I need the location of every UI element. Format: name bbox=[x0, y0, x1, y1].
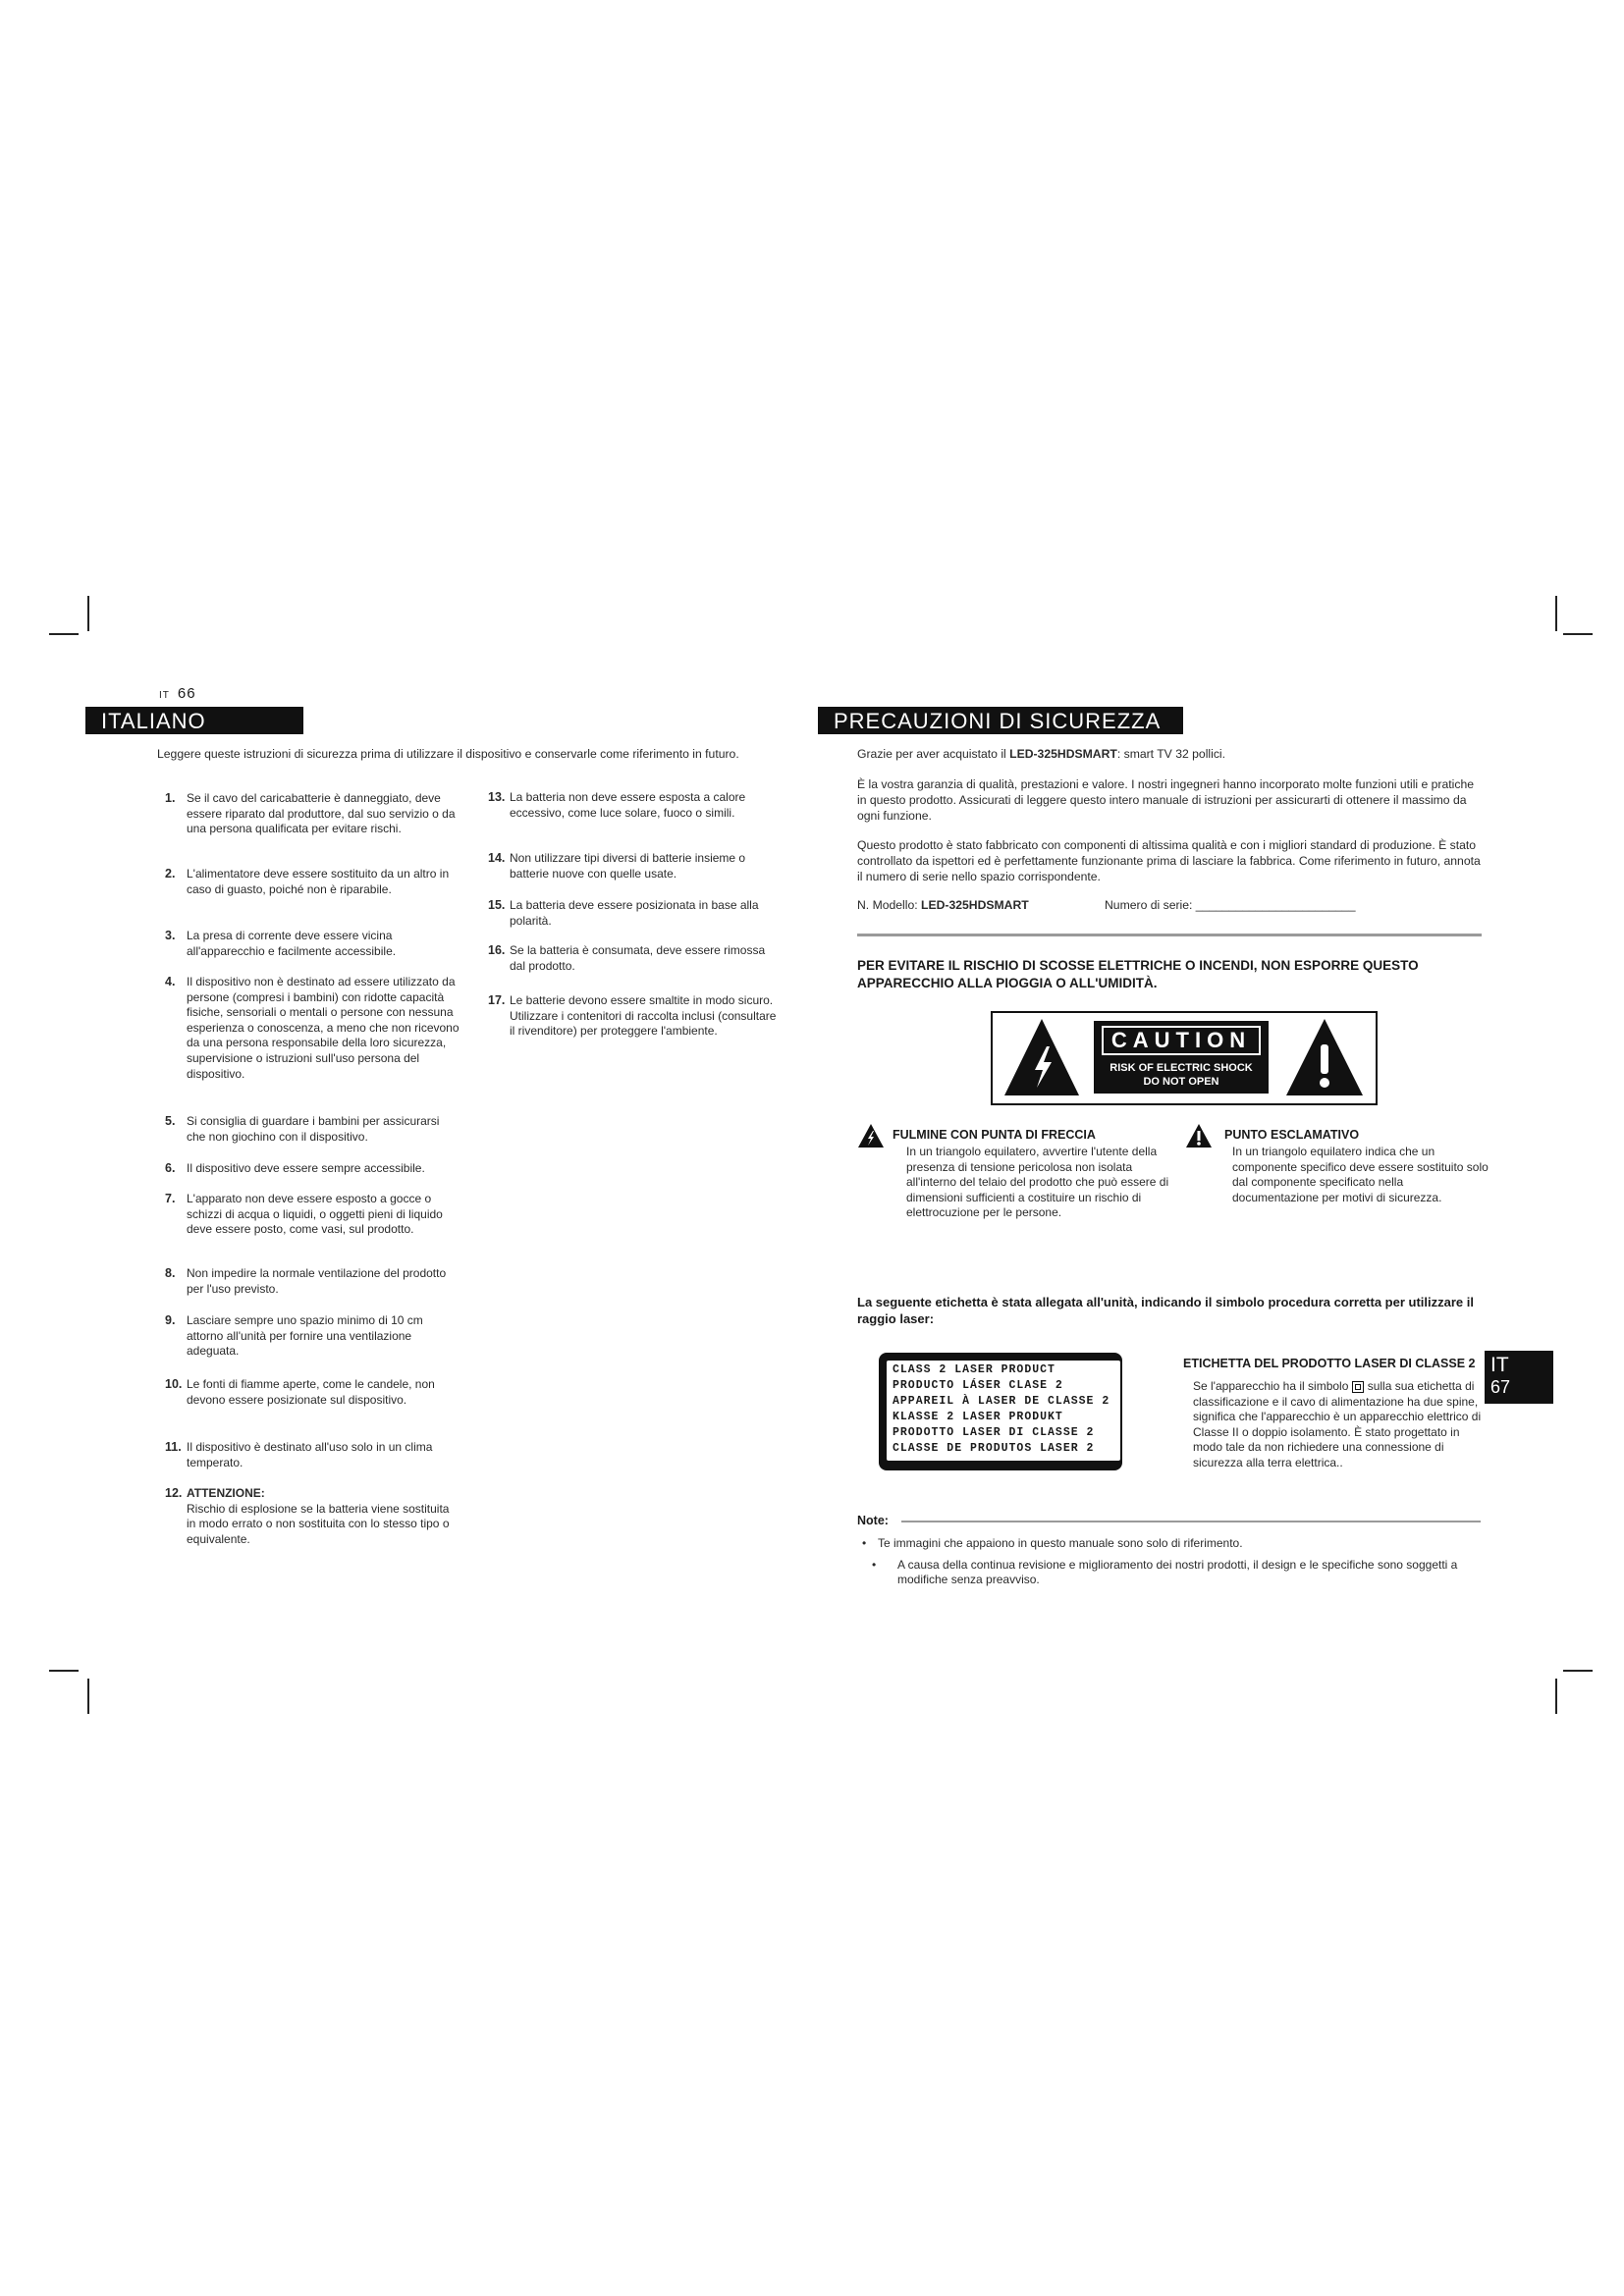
laser-intro: La seguente etichetta è stata allegata all'unità, indicando il simbolo procedura corretta per utilizzare il raggio laser: bbox=[857, 1295, 1474, 1326]
crop-mark bbox=[87, 596, 89, 631]
lightning-title: FULMINE CON PUNTA DI FRECCIA bbox=[893, 1128, 1096, 1142]
list-item: 11. Il dispositivo è destinato all'uso solo in un clima temperato. bbox=[165, 1440, 433, 1469]
list-item: 1. Se il cavo del caricabatterie è danneggiato, deve essere riparato dal produttore, dal suo servizio o da una persona qualificata per evitare rischi. bbox=[165, 791, 456, 836]
lightning-text: In un triangolo equilatero, avvertire l'utente della presenza di tensione pericolosa non isolata all'interno del telaio del prodotto che può essere di dimensioni sufficienti a costituire un rischio di elettrocuzione per le persone. bbox=[906, 1145, 1169, 1220]
laser-product-label bbox=[879, 1353, 1122, 1470]
laser-side-title: ETICHETTA DEL PRODOTTO LASER DI CLASSE 2 bbox=[1183, 1357, 1476, 1370]
thanks-paragraph: Grazie per aver acquistato il LED-325HDSMART: smart TV 32 pollici. bbox=[857, 747, 1226, 761]
crop-mark bbox=[1555, 596, 1557, 631]
tab-lang: IT bbox=[1490, 1354, 1509, 1376]
crop-mark bbox=[1563, 633, 1593, 635]
list-item: 17. Le batterie devono essere smaltite in modo sicuro. Utilizzare i contenitori di raccolta inclusi (consultare il rivenditore) per proteggere l'ambiente. bbox=[488, 993, 777, 1039]
page-number-left bbox=[159, 685, 196, 702]
section-title-precauzioni: PRECAUZIONI DI SICUREZZA bbox=[818, 707, 1183, 734]
section-title-italiano: ITALIANO bbox=[85, 707, 303, 734]
list-item: 4. Il dispositivo non è destinato ad essere utilizzato da persone (compresi i bambini) con ridotte capacità fisiche, sensoriali o mentali o persone con nessuna esperienza o conoscenza, a meno che non ricevono da una persona responsabile della loro sicurezza, supervisione o istruzioni sull'uso persona del dispositivo. bbox=[165, 975, 460, 1081]
lightning-triangle-icon bbox=[857, 1123, 885, 1148]
crop-mark bbox=[87, 1679, 89, 1714]
paragraph-quality: È la vostra garanzia di qualità, prestazioni e valore. I nostri ingegneri hanno incorporato molte funzioni utili e pratiche in questo prodotto. Assicurati di leggere questo intero manuale di istruzioni per assicurarti di ottenere il massimo da ogni funzione. bbox=[857, 777, 1475, 823]
model-name: LED-325HDSMART bbox=[1009, 747, 1117, 761]
intro-text: Leggere queste istruzioni di sicurezza prima di utilizzare il dispositivo e conservarle come riferimento in futuro. bbox=[157, 747, 739, 761]
model-value: LED-325HDSMART bbox=[921, 898, 1029, 912]
caution-title: CAUTION bbox=[1102, 1026, 1261, 1055]
crop-mark bbox=[49, 1670, 79, 1672]
model-serial-line: N. Modello: LED-325HDSMART Numero di serie: ________________________ bbox=[857, 898, 1356, 912]
warning-heading: PER EVITARE IL RISCHIO DI SCOSSE ELETTRICHE O INCENDI, NON ESPORRE QUESTO APPARECCHIO ALLA PIOGGIA O ALL'UMIDITÀ. bbox=[857, 958, 1419, 990]
exclamation-triangle-icon bbox=[1185, 1123, 1213, 1148]
list-item: 12. ATTENZIONE: Rischio di esplosione se la batteria viene sostituita in modo errato o non sostituita con lo stesso tipo o equivalente. bbox=[165, 1486, 460, 1547]
laser-label-text: CLASS 2 LASER PRODUCT PRODUCTO LÁSER CLASE 2 APPAREIL À LASER DE CLASSE 2 KLASSE 2 LASER PRODUKT PRODOTTO LASER DI CLASSE 2 CLASSE DE PRODUTOS LASER 2 bbox=[887, 1361, 1120, 1461]
list-item: 3. La presa di corrente deve essere vicina all'apparecchio e facilmente accessibile. bbox=[165, 929, 397, 958]
list-item: 16. Se la batteria è consumata, deve essere rimossa dal prodotto. bbox=[488, 943, 766, 973]
list-item: 2. L'alimentatore deve essere sostituito da un altro in caso di guasto, poiché non è riparabile. bbox=[165, 867, 450, 896]
crop-mark bbox=[1555, 1679, 1557, 1714]
note-list bbox=[862, 1536, 1490, 1594]
list-item: 15. La batteria deve essere posizionata in base alla polarità. bbox=[488, 898, 759, 928]
page-tab bbox=[1485, 1351, 1553, 1404]
list-item: • A causa della continua revisione e miglioramento dei nostri prodotti, il design e le specifiche sono soggetti a modifiche senza preavviso. bbox=[872, 1557, 1458, 1587]
caution-line-1: RISK OF ELECTRIC SHOCK bbox=[1110, 1062, 1253, 1074]
page-number: 66 bbox=[177, 685, 196, 702]
paragraph-production: Questo prodotto è stato fabbricato con componenti di altissima qualità e con i migliori standard di produzione. È stato controllato da ispettori ed è perfettamente funzionante prima di lasciare la fabbrica. Come riferimento in futuro, annota il numero di serie nello spazio corrispondente. bbox=[857, 838, 1481, 883]
double-insulation-icon bbox=[1352, 1381, 1364, 1393]
list-item: • Te immagini che appaiono in questo manuale sono solo di riferimento. bbox=[862, 1536, 1243, 1550]
caution-line-2: DO NOT OPEN bbox=[1143, 1076, 1219, 1088]
list-item: 14. Non utilizzare tipi diversi di batterie insieme o batterie nuove con quelle usate. bbox=[488, 851, 746, 881]
tab-page-number: 67 bbox=[1490, 1377, 1511, 1397]
list-item: 9. Lasciare sempre uno spazio minimo di 10 cm attorno all'unità per fornire una ventilazione adeguata. bbox=[165, 1313, 423, 1359]
exclamation-text: In un triangolo equilatero indica che un componente specifico deve essere sostituito solo dal componente specificato nella documentazione per motivi di sicurezza. bbox=[1232, 1145, 1489, 1204]
page-lang: IT bbox=[159, 690, 170, 701]
exclamation-title: PUNTO ESCLAMATIVO bbox=[1224, 1128, 1360, 1142]
caution-text-block bbox=[1094, 1021, 1269, 1094]
crop-mark bbox=[49, 633, 79, 635]
note-divider bbox=[901, 1521, 1481, 1522]
caution-label-box bbox=[991, 1011, 1378, 1105]
list-item: 10. Le fonti di fiamme aperte, come le candele, non devono essere posizionate sul dispositivo. bbox=[165, 1377, 435, 1407]
list-item: 8. Non impedire la normale ventilazione del prodotto per l'uso previsto. bbox=[165, 1266, 447, 1296]
list-item: 7. L'apparato non deve essere esposto a gocce o schizzi di acqua o liquidi, o oggetti pieni di liquido deve essere posto, come vasi, sul prodotto. bbox=[165, 1192, 443, 1237]
warning-title: ATTENZIONE: bbox=[187, 1486, 265, 1500]
serial-field: Numero di serie: ________________________ bbox=[1105, 898, 1356, 912]
divider bbox=[857, 934, 1482, 936]
exclamation-warning-icon bbox=[1284, 1017, 1365, 1097]
electric-shock-warning-icon bbox=[1002, 1017, 1081, 1097]
list-item: 13. La batteria non deve essere esposta a calore eccessivo, come luce solare, fuoco o simili. bbox=[488, 790, 746, 820]
laser-side-text: Se l'apparecchio ha il simbolo sulla sua etichetta di classificazione e il cavo di alimentazione ha due spine, significa che l'apparecchio è un apparecchio elettrico di Classe II o doppio isolamento. È stato progettato in modo tale da non richiedere una connessione di sicurezza alla terra elettrica.. bbox=[1193, 1379, 1482, 1469]
note-label: Note: bbox=[857, 1514, 889, 1527]
crop-mark bbox=[1563, 1670, 1593, 1672]
list-item: 6. Il dispositivo deve essere sempre accessibile. bbox=[165, 1161, 425, 1175]
list-item: 5. Si consiglia di guardare i bambini per assicurarsi che non giochino con il dispositivo. bbox=[165, 1114, 440, 1144]
